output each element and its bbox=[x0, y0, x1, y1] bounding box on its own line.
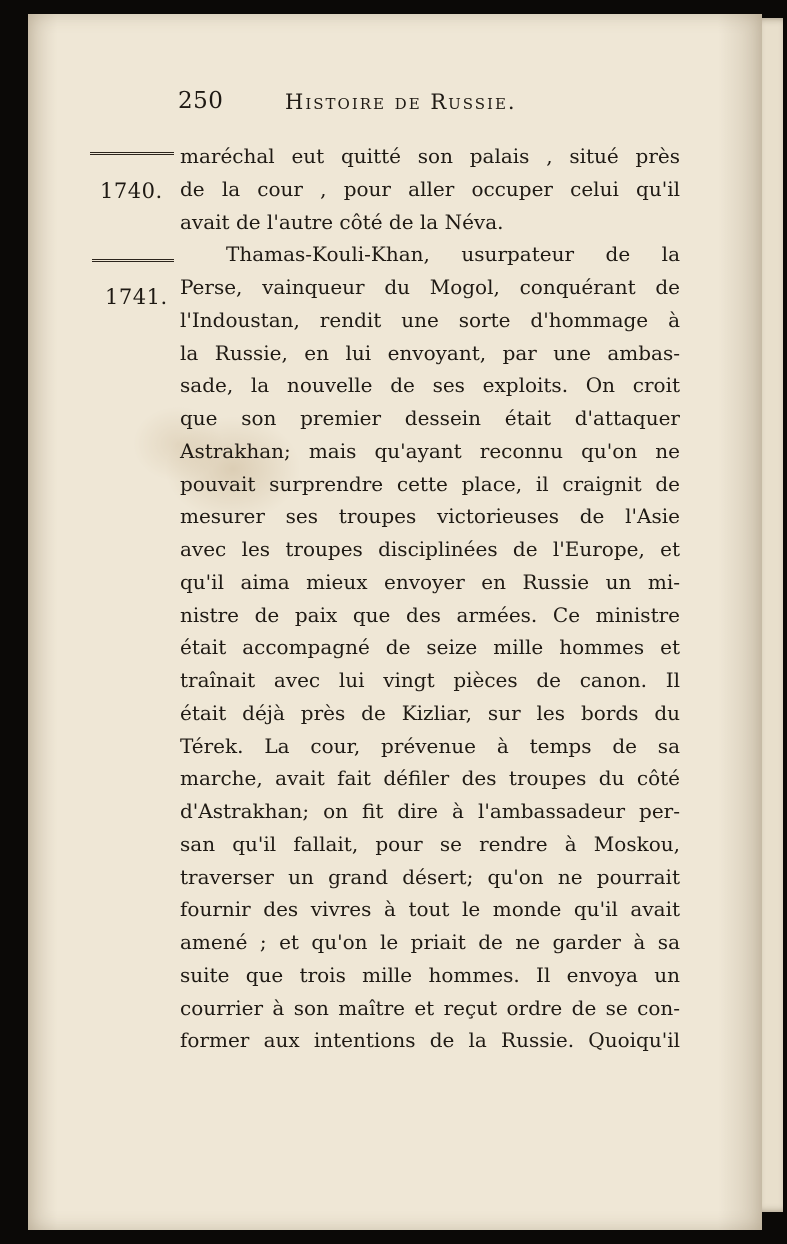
text-line: l'Indoustan, rendit une sorte d'hommage à bbox=[180, 307, 680, 332]
text-line: que son premier dessein était d'attaquer bbox=[180, 406, 680, 430]
text-line: marche, avait fait défiler des troupes du côté bbox=[180, 766, 680, 791]
text-line: traînait avec lui vingt pièces de canon. Il bbox=[180, 668, 680, 692]
margin-year-1741: 1741. bbox=[105, 285, 168, 309]
text-line: pouvait surprendre cette place, il craignit de bbox=[180, 471, 680, 496]
text-line: de la cour , pour aller occuper celui qu'il bbox=[180, 176, 680, 201]
text-line: nistre de paix que des armées. Ce ministre bbox=[180, 602, 680, 627]
text-line: Térek. La cour, prévenue à temps de sa bbox=[180, 733, 680, 758]
text-line: d'Astrakhan; on fit dire à l'ambassadeur per- bbox=[180, 799, 680, 823]
text-line: sade, la nouvelle de ses exploits. On croit bbox=[180, 373, 680, 398]
body-text bbox=[180, 140, 680, 1057]
text-line: la Russie, en lui envoyant, par une ambas- bbox=[180, 340, 680, 365]
text-line: fournir des vivres à tout le monde qu'il avait bbox=[180, 897, 680, 922]
text-line: san qu'il fallait, pour se rendre à Moskou, bbox=[180, 831, 680, 856]
text-line: avec les troupes disciplinées de l'Europe, et bbox=[180, 537, 680, 561]
margin-rule-1740 bbox=[90, 152, 174, 155]
text-line: amené ; et qu'on le priait de ne garder à sa bbox=[180, 930, 680, 954]
page-header bbox=[150, 88, 590, 118]
text-line: suite que trois mille hommes. Il envoya un bbox=[180, 962, 680, 987]
text-line: former aux intentions de la Russie. Quoiqu'il bbox=[180, 1028, 680, 1053]
margin-rule-1741 bbox=[92, 259, 174, 262]
text-line: maréchal eut quitté son palais , situé près bbox=[180, 144, 680, 168]
text-line: était déjà près de Kizliar, sur les bords du bbox=[180, 700, 680, 725]
text-line: traverser un grand désert; qu'on ne pourrait bbox=[180, 864, 680, 889]
text-line: avait de l'autre côté de la Néva. bbox=[180, 209, 504, 234]
text-line: Astrakhan; mais qu'ayant reconnu qu'on ne bbox=[180, 438, 680, 463]
running-title: Histoire de Russie. bbox=[285, 90, 517, 114]
text-line: était accompagné de seize mille hommes et bbox=[180, 635, 680, 660]
page-number: 250 bbox=[178, 88, 224, 114]
text-line: qu'il aima mieux envoyer en Russie un mi- bbox=[180, 569, 680, 594]
text-line: Perse, vainqueur du Mogol, conquérant de bbox=[180, 275, 680, 299]
text-line: mesurer ses troupes victorieuses de l'Asie bbox=[180, 504, 680, 529]
paragraph-start-line: Thamas-Kouli-Khan, usurpateur de la bbox=[226, 242, 680, 267]
margin-year-1740: 1740. bbox=[100, 179, 163, 203]
text-line: courrier à son maître et reçut ordre de se con- bbox=[180, 995, 680, 1020]
